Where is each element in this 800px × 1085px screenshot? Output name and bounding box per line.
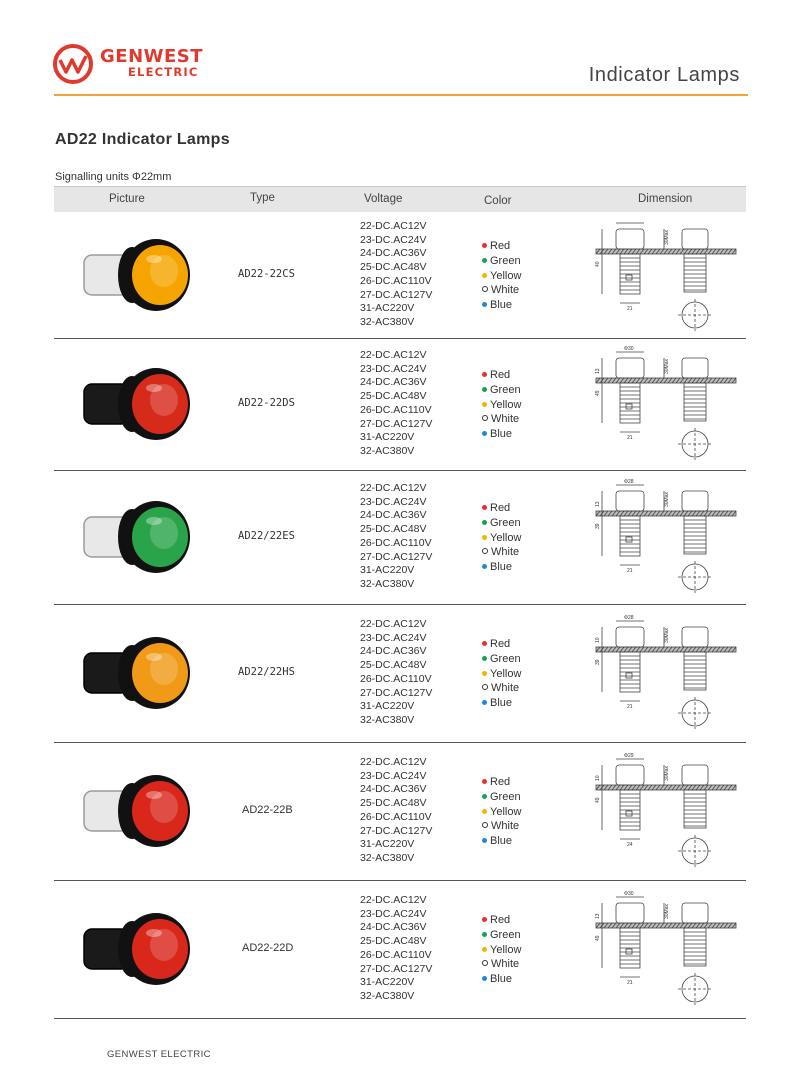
voltage-list — [360, 349, 432, 459]
color-item — [482, 928, 521, 943]
color-item — [482, 412, 521, 427]
voltage-item: 23-DC.AC24V — [360, 233, 427, 246]
dimension-label: 49 — [595, 390, 601, 396]
voltage-item: 32-AC380V — [360, 315, 415, 328]
voltage-list — [360, 618, 432, 728]
dimension-label: 21 — [627, 435, 633, 441]
color-label: Yellow — [490, 269, 522, 282]
color-dot-icon — [482, 415, 488, 421]
dimension-drawing — [582, 889, 742, 1009]
color-list — [482, 239, 521, 313]
dimension-label: 30Max — [664, 358, 670, 374]
color-item — [482, 696, 521, 711]
color-dot-icon — [482, 387, 487, 392]
color-label: Red — [490, 638, 511, 650]
table-row — [54, 742, 746, 881]
dimension-label: 49 — [595, 935, 601, 941]
product-photo — [74, 354, 204, 454]
product-type: AD22-22CS — [238, 268, 295, 280]
color-dot-icon — [482, 794, 487, 799]
dimension-label: Φ29 — [624, 753, 634, 759]
color-label: Green — [490, 516, 521, 529]
voltage-item: 24-DC.AC36V — [360, 783, 427, 796]
color-item — [482, 775, 521, 790]
voltage-item: 22-DC.AC12V — [360, 349, 427, 361]
color-label: White — [491, 682, 520, 695]
product-type: AD22/22ES — [238, 530, 295, 542]
color-item — [482, 427, 521, 442]
color-item — [482, 516, 521, 531]
dimension-label: 40 — [595, 261, 601, 267]
voltage-item: 23-DC.AC24V — [360, 631, 427, 644]
color-label: White — [491, 546, 520, 559]
color-item — [482, 254, 521, 269]
voltage-item: 24-DC.AC36V — [360, 376, 427, 389]
color-label: Green — [490, 254, 521, 267]
color-item — [482, 972, 521, 987]
color-item — [482, 790, 521, 805]
color-dot-icon — [482, 258, 487, 263]
brand-sub: ELECTRIC — [128, 65, 199, 79]
dimension-label: Φ30 — [624, 346, 634, 352]
product-photo — [74, 623, 204, 723]
dimension-label: 10 — [595, 637, 601, 643]
voltage-item: 31-AC220V — [360, 700, 415, 713]
voltage-item: 31-AC220V — [360, 302, 415, 315]
voltage-list — [360, 220, 432, 330]
voltage-item: 27-DC.AC127V — [360, 686, 433, 699]
color-item — [482, 560, 521, 575]
dimension-label: 21 — [627, 980, 633, 986]
product-photo — [74, 487, 204, 587]
voltage-item: 31-AC220V — [360, 838, 415, 851]
voltage-item: 31-AC220V — [360, 564, 415, 577]
color-list — [482, 501, 521, 575]
dimension-label: 30Max — [664, 903, 670, 919]
color-item — [482, 531, 521, 546]
table-row — [54, 604, 746, 743]
color-dot-icon — [482, 822, 488, 828]
color-item — [482, 383, 521, 398]
voltage-item: 24-DC.AC36V — [360, 645, 427, 658]
footer-text: GENWEST ELECTRIC — [107, 1049, 211, 1060]
color-label: Red — [490, 240, 511, 252]
color-label: Yellow — [490, 667, 522, 680]
voltage-item: 23-DC.AC24V — [360, 907, 427, 920]
voltage-item: 25-DC.AC48V — [360, 261, 427, 274]
product-type: AD22/22HS — [238, 666, 295, 678]
color-dot-icon — [482, 520, 487, 525]
dimension-drawing — [582, 477, 742, 597]
color-label: White — [491, 958, 520, 971]
voltage-item: 22-DC.AC12V — [360, 482, 427, 494]
table-row — [54, 470, 746, 605]
color-label: White — [491, 820, 520, 833]
color-label: Red — [490, 369, 511, 381]
color-label: Blue — [490, 697, 513, 710]
color-dot-icon — [482, 960, 488, 966]
dimension-label: 10 — [595, 775, 601, 781]
color-dot-icon — [482, 700, 487, 705]
color-list — [482, 775, 521, 849]
voltage-item: 32-AC380V — [360, 989, 415, 1002]
color-label: Yellow — [490, 531, 522, 544]
voltage-item: 26-DC.AC110V — [360, 536, 432, 549]
color-label: Green — [490, 383, 521, 396]
color-dot-icon — [482, 838, 487, 843]
voltage-item: 22-DC.AC12V — [360, 618, 427, 630]
voltage-item: 26-DC.AC110V — [360, 672, 432, 685]
color-label: Green — [490, 652, 521, 665]
color-item — [482, 269, 521, 284]
dimension-label: 30Max — [664, 229, 670, 245]
color-dot-icon — [482, 976, 487, 981]
dimension-label: 21 — [627, 306, 633, 312]
dimension-drawing — [582, 613, 742, 733]
color-label: Yellow — [490, 943, 522, 956]
dimension-label: 13 — [595, 368, 601, 374]
color-label: Blue — [490, 561, 513, 574]
color-dot-icon — [482, 684, 488, 690]
color-dot-icon — [482, 548, 488, 554]
color-item — [482, 637, 521, 652]
voltage-item: 25-DC.AC48V — [360, 659, 427, 672]
color-dot-icon — [482, 671, 487, 676]
voltage-item: 22-DC.AC12V — [360, 220, 427, 232]
dimension-label: 13 — [595, 501, 601, 507]
voltage-item: 32-AC380V — [360, 577, 415, 590]
color-item — [482, 834, 521, 849]
color-label: Yellow — [490, 398, 522, 411]
product-photo — [74, 761, 204, 861]
dimension-drawing — [582, 751, 742, 871]
table-header — [54, 186, 746, 212]
header-divider — [54, 94, 748, 96]
header-picture: Picture — [109, 193, 145, 205]
dimension-label: 30Max — [664, 765, 670, 781]
voltage-item: 23-DC.AC24V — [360, 362, 427, 375]
color-dot-icon — [482, 564, 487, 569]
dimension-label: Φ28 — [624, 479, 634, 485]
voltage-item: 24-DC.AC36V — [360, 247, 427, 260]
dimension-drawing — [582, 344, 742, 464]
color-label: White — [491, 413, 520, 426]
product-type: AD22-22DS — [238, 397, 295, 409]
table-row — [54, 880, 746, 1019]
color-label: Blue — [490, 973, 513, 986]
voltage-item: 31-AC220V — [360, 976, 415, 989]
voltage-list — [360, 756, 432, 866]
color-item — [482, 239, 521, 254]
color-dot-icon — [482, 779, 487, 784]
voltage-item: 27-DC.AC127V — [360, 417, 433, 430]
voltage-item: 31-AC220V — [360, 431, 415, 444]
color-dot-icon — [482, 273, 487, 278]
color-list — [482, 368, 521, 442]
color-dot-icon — [482, 402, 487, 407]
color-item — [482, 652, 521, 667]
page-title: Indicator Lamps — [588, 64, 740, 86]
voltage-list — [360, 894, 432, 1004]
voltage-item: 24-DC.AC36V — [360, 921, 427, 934]
product-photo — [74, 225, 204, 325]
voltage-item: 27-DC.AC127V — [360, 824, 433, 837]
color-label: Yellow — [490, 805, 522, 818]
dimension-label: 30Max — [664, 491, 670, 507]
voltage-list — [360, 482, 432, 592]
table-row — [54, 212, 746, 339]
dimension-label: 13 — [595, 913, 601, 919]
color-dot-icon — [482, 372, 487, 377]
voltage-item: 32-AC380V — [360, 851, 415, 864]
color-item — [482, 545, 521, 560]
color-dot-icon — [482, 809, 487, 814]
dimension-label: Φ28 — [624, 615, 634, 621]
color-dot-icon — [482, 431, 487, 436]
color-label: Blue — [490, 299, 513, 312]
header-dimension: Dimension — [638, 193, 693, 205]
color-item — [482, 681, 521, 696]
color-dot-icon — [482, 505, 487, 510]
product-type: AD22-22D — [242, 942, 294, 954]
voltage-item: 32-AC380V — [360, 444, 415, 457]
color-item — [482, 398, 521, 413]
voltage-item: 23-DC.AC24V — [360, 769, 427, 782]
color-item — [482, 283, 521, 298]
product-type: AD22-22B — [242, 804, 293, 816]
color-item — [482, 667, 521, 682]
color-label: Red — [490, 914, 511, 926]
brand-logo-icon — [52, 43, 96, 87]
color-dot-icon — [482, 917, 487, 922]
color-item — [482, 298, 521, 313]
dimension-label: 21 — [627, 704, 633, 710]
dimension-label: 21 — [627, 568, 633, 574]
color-label: Red — [490, 776, 511, 788]
color-list — [482, 913, 521, 987]
color-item — [482, 913, 521, 928]
color-item — [482, 368, 521, 383]
color-list — [482, 637, 521, 711]
color-dot-icon — [482, 286, 488, 292]
dimension-label: 24 — [627, 842, 633, 848]
voltage-item: 26-DC.AC110V — [360, 810, 432, 823]
color-label: Blue — [490, 835, 513, 848]
voltage-item: 26-DC.AC110V — [360, 948, 432, 961]
voltage-item: 25-DC.AC48V — [360, 523, 427, 536]
voltage-item: 27-DC.AC127V — [360, 550, 433, 563]
section-title: AD22 Indicator Lamps — [55, 131, 230, 148]
table-row — [54, 338, 746, 471]
header-type: Type — [250, 192, 275, 204]
voltage-item: 27-DC.AC127V — [360, 962, 433, 975]
dimension-drawing — [582, 215, 742, 335]
product-photo — [74, 899, 204, 999]
voltage-item: 22-DC.AC12V — [360, 894, 427, 906]
color-item — [482, 943, 521, 958]
color-label: Green — [490, 790, 521, 803]
voltage-item: 25-DC.AC48V — [360, 797, 427, 810]
color-label: Red — [490, 502, 511, 514]
dimension-label: Φ30 — [624, 891, 634, 897]
color-dot-icon — [482, 302, 487, 307]
voltage-item: 26-DC.AC110V — [360, 274, 432, 287]
voltage-item: 26-DC.AC110V — [360, 403, 432, 416]
color-item — [482, 957, 521, 972]
dimension-label: 39 — [595, 523, 601, 529]
voltage-item: 23-DC.AC24V — [360, 495, 427, 508]
color-label: Blue — [490, 428, 513, 441]
color-dot-icon — [482, 947, 487, 952]
dimension-label: 49 — [595, 797, 601, 803]
section-subtitle: Signalling units Φ22mm — [55, 171, 172, 183]
header-color: Color — [484, 195, 512, 207]
color-dot-icon — [482, 656, 487, 661]
voltage-item: 32-AC380V — [360, 713, 415, 726]
header-voltage: Voltage — [364, 193, 403, 205]
color-dot-icon — [482, 243, 487, 248]
color-item — [482, 805, 521, 820]
color-item — [482, 501, 521, 516]
color-label: White — [491, 284, 520, 297]
voltage-item: 27-DC.AC127V — [360, 288, 433, 301]
brand-name: GENWEST — [100, 46, 204, 67]
brand-logo — [52, 43, 212, 87]
color-dot-icon — [482, 535, 487, 540]
voltage-item: 24-DC.AC36V — [360, 509, 427, 522]
voltage-item: 25-DC.AC48V — [360, 390, 427, 403]
color-dot-icon — [482, 641, 487, 646]
color-label: Green — [490, 928, 521, 941]
dimension-label: 30Max — [664, 627, 670, 643]
voltage-item: 25-DC.AC48V — [360, 935, 427, 948]
color-dot-icon — [482, 932, 487, 937]
color-item — [482, 819, 521, 834]
voltage-item: 22-DC.AC12V — [360, 756, 427, 768]
dimension-label: 39 — [595, 659, 601, 665]
